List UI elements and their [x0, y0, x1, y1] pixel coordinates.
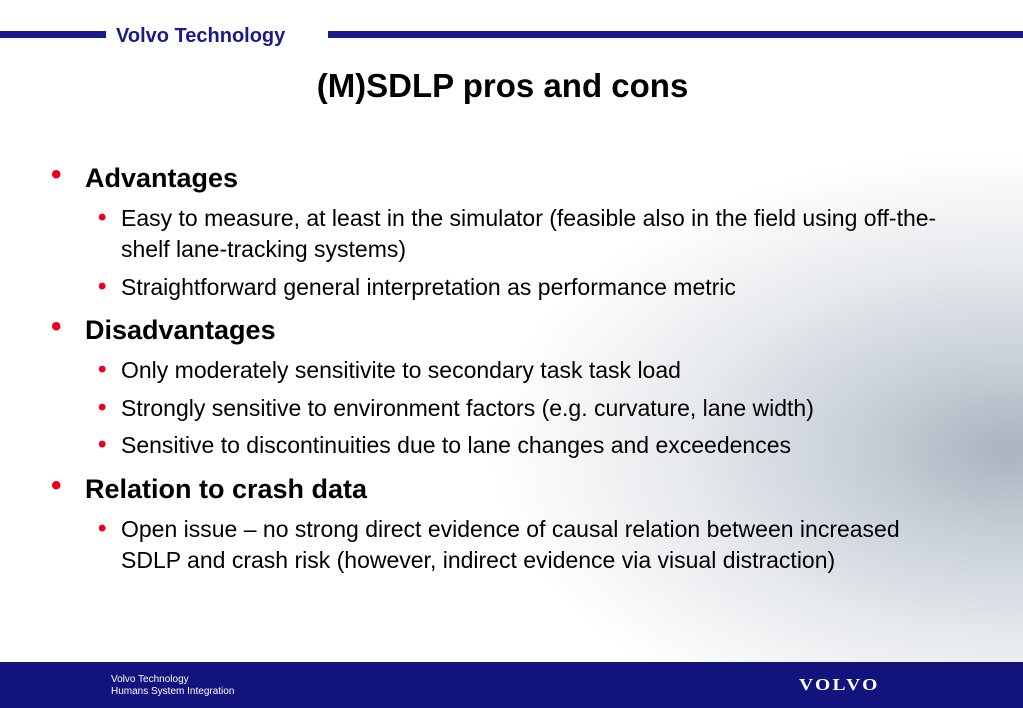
footer-text [111, 674, 234, 698]
section-heading-text: Disadvantages [85, 315, 276, 345]
section-heading-crash-data [51, 469, 368, 505]
bullet-icon: • [51, 310, 62, 343]
section-heading-advantages [51, 158, 239, 194]
list-item [98, 514, 941, 576]
list-item [98, 203, 941, 265]
footer-bar [0, 662, 1023, 708]
bullet-icon: • [98, 394, 107, 421]
list-item [98, 355, 941, 386]
volvo-logo: VOLVO [799, 675, 880, 694]
bullet-icon: • [98, 515, 107, 542]
bullet-icon: • [98, 204, 107, 231]
slide-title: (M)SDLP pros and cons [316, 67, 689, 104]
list-item [98, 272, 941, 303]
list-item-text: Sensitive to discontinuities due to lane changes and exceedences [121, 432, 792, 458]
bullet-icon: • [98, 356, 107, 383]
footer-company: Volvo Technology [111, 674, 189, 685]
section-heading-disadvantages [51, 310, 276, 346]
header-rule-right [328, 31, 1023, 38]
list-item [98, 430, 941, 461]
bullet-icon: • [98, 273, 107, 300]
section-heading-text: Advantages [85, 163, 239, 193]
list-item-text: Strongly sensitive to environment factors (e.g. curvature, lane width) [121, 395, 814, 421]
header-brand: Volvo Technology [116, 25, 286, 47]
footer-department: Humans System Integration [111, 686, 235, 697]
list-item-text: Straightforward general interpretation as performance metric [121, 274, 736, 300]
list-item-text: Easy to measure, at least in the simulator (feasible also in the field using off-the-shelf lane-tracking systems) [121, 205, 937, 262]
bullet-icon: • [51, 469, 62, 502]
header-rule-left [0, 31, 106, 38]
list-item-text: Only moderately sensitivite to secondary task task load [121, 357, 681, 383]
bullet-icon: • [51, 158, 62, 191]
list-item-text: Open issue – no strong direct evidence of causal relation between increased SDLP and crash risk (however, indirect evidence via visual distraction) [121, 516, 900, 573]
list-item [98, 393, 941, 424]
section-heading-text: Relation to crash data [85, 474, 368, 504]
bullet-icon: • [98, 431, 107, 458]
